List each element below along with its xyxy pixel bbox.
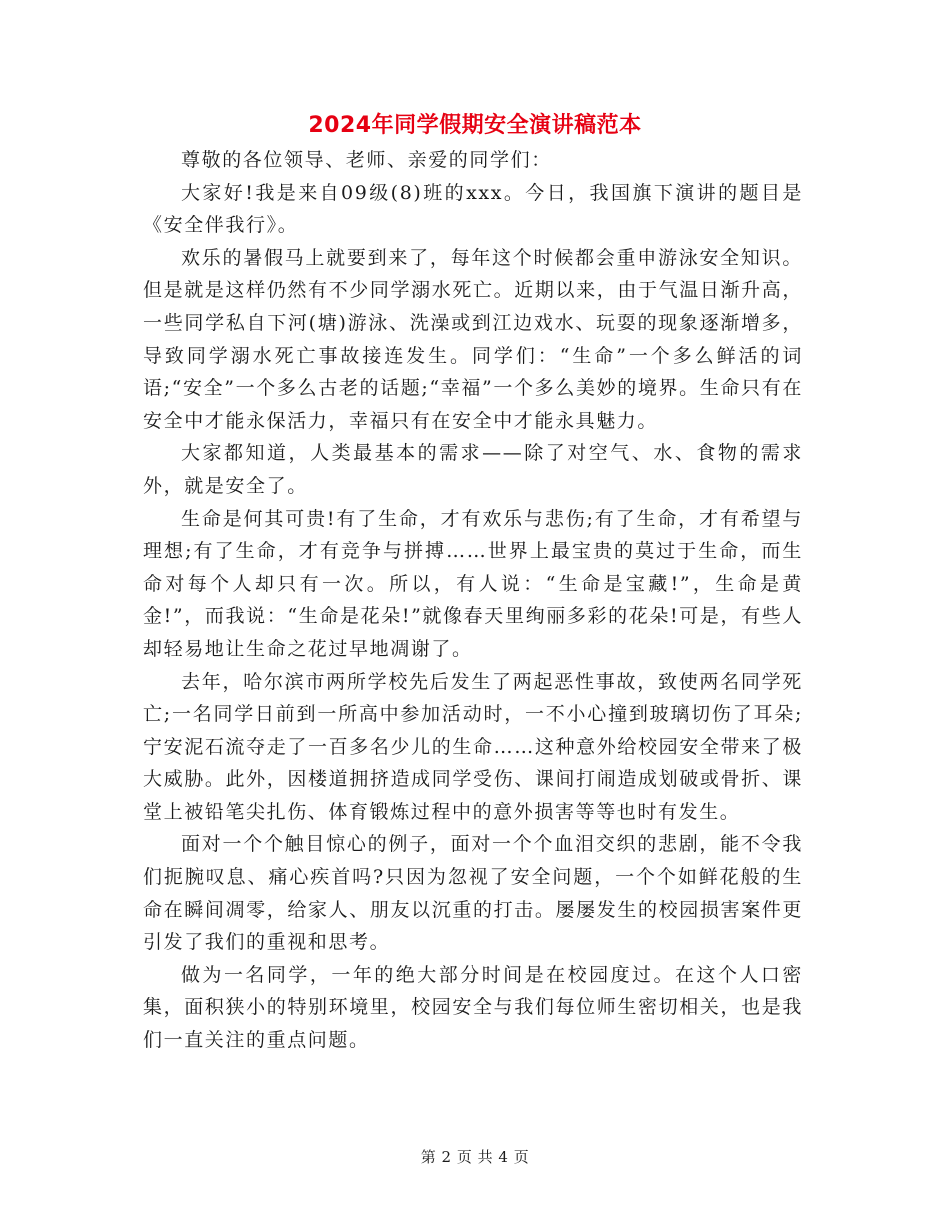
paragraph-greeting: 大家好!我是来自09级(8)班的xxx。今日，我国旗下演讲的题目是《安全伴我行》。 bbox=[143, 181, 803, 237]
paragraph-campus-safety: 做为一名同学，一年的绝大部分时间是在校园度过。在这个人口密集，面积狭小的特别环境里，校园安全与我们每位师生密切相关，也是我们一直关注的重点问题。 bbox=[143, 963, 803, 1052]
paragraph-value-of-life: 生命是何其可贵!有了生命，才有欢乐与悲伤;有了生命，才有希望与理想;有了生命，才有竞争与拼搏……世界上最宝贵的莫过于生命，而生命对每个人却只有一次。所以，有人说：“生命是宝藏!”，生命是黄金!”，而我说：“生命是花朵!”就像春天里绚丽多彩的花朵!可是，有些人却轻易地让生命之花过早地凋谢了。 bbox=[143, 507, 803, 660]
page-footer: 第 2 页 共 4 页 bbox=[420, 1148, 530, 1166]
paragraph-basic-needs: 大家都知道，人类最基本的需求——除了对空气、水、食物的需求外，就是安全了。 bbox=[143, 442, 803, 497]
document-body bbox=[143, 144, 803, 1057]
paragraph-summer-safety: 欢乐的暑假马上就要到来了，每年这个时候都会重申游泳安全知识。但是就是这样仍然有不少同学溺水死亡。近期以来，由于气温日渐升高，一些同学私自下河(塘)游泳、洗澡或到江边戏水、玩耍的现象逐渐增多，导致同学溺水死亡事故接连发生。同学们：“生命”一个多么鲜活的词语;“安全”一个多么古老的话题;“幸福”一个多么美妙的境界。生命只有在安全中才能永保活力，幸福只有在安全中才能永具魅力。 bbox=[143, 246, 803, 432]
paragraph-reflection: 面对一个个触目惊心的例子，面对一个个血泪交织的悲剧，能不令我们扼腕叹息、痛心疾首吗?只因为忽视了安全问题，一个个如鲜花般的生命在瞬间凋零，给家人、朋友以沉重的打击。屡屡发生的校园损害案件更引发了我们的重视和思考。 bbox=[143, 833, 803, 954]
document-title: 2024年同学假期安全演讲稿范本 bbox=[308, 113, 642, 138]
paragraph-accidents: 去年，哈尔滨市两所学校先后发生了两起恶性事故，致使两名同学死亡;一名同学日前到一所高中参加活动时，一不小心撞到玻璃切伤了耳朵;宁安泥石流夺走了一百多名少儿的生命……这种意外给校园安全带来了极大威胁。此外，因楼道拥挤造成同学受伤、课间打闹造成划破或骨折、课堂上被铅笔尖扎伤、体育锻炼过程中的意外损害等等也时有发生。 bbox=[143, 670, 803, 823]
paragraph-salutation: 尊敬的各位领导、老师、亲爱的同学们： bbox=[181, 149, 552, 171]
